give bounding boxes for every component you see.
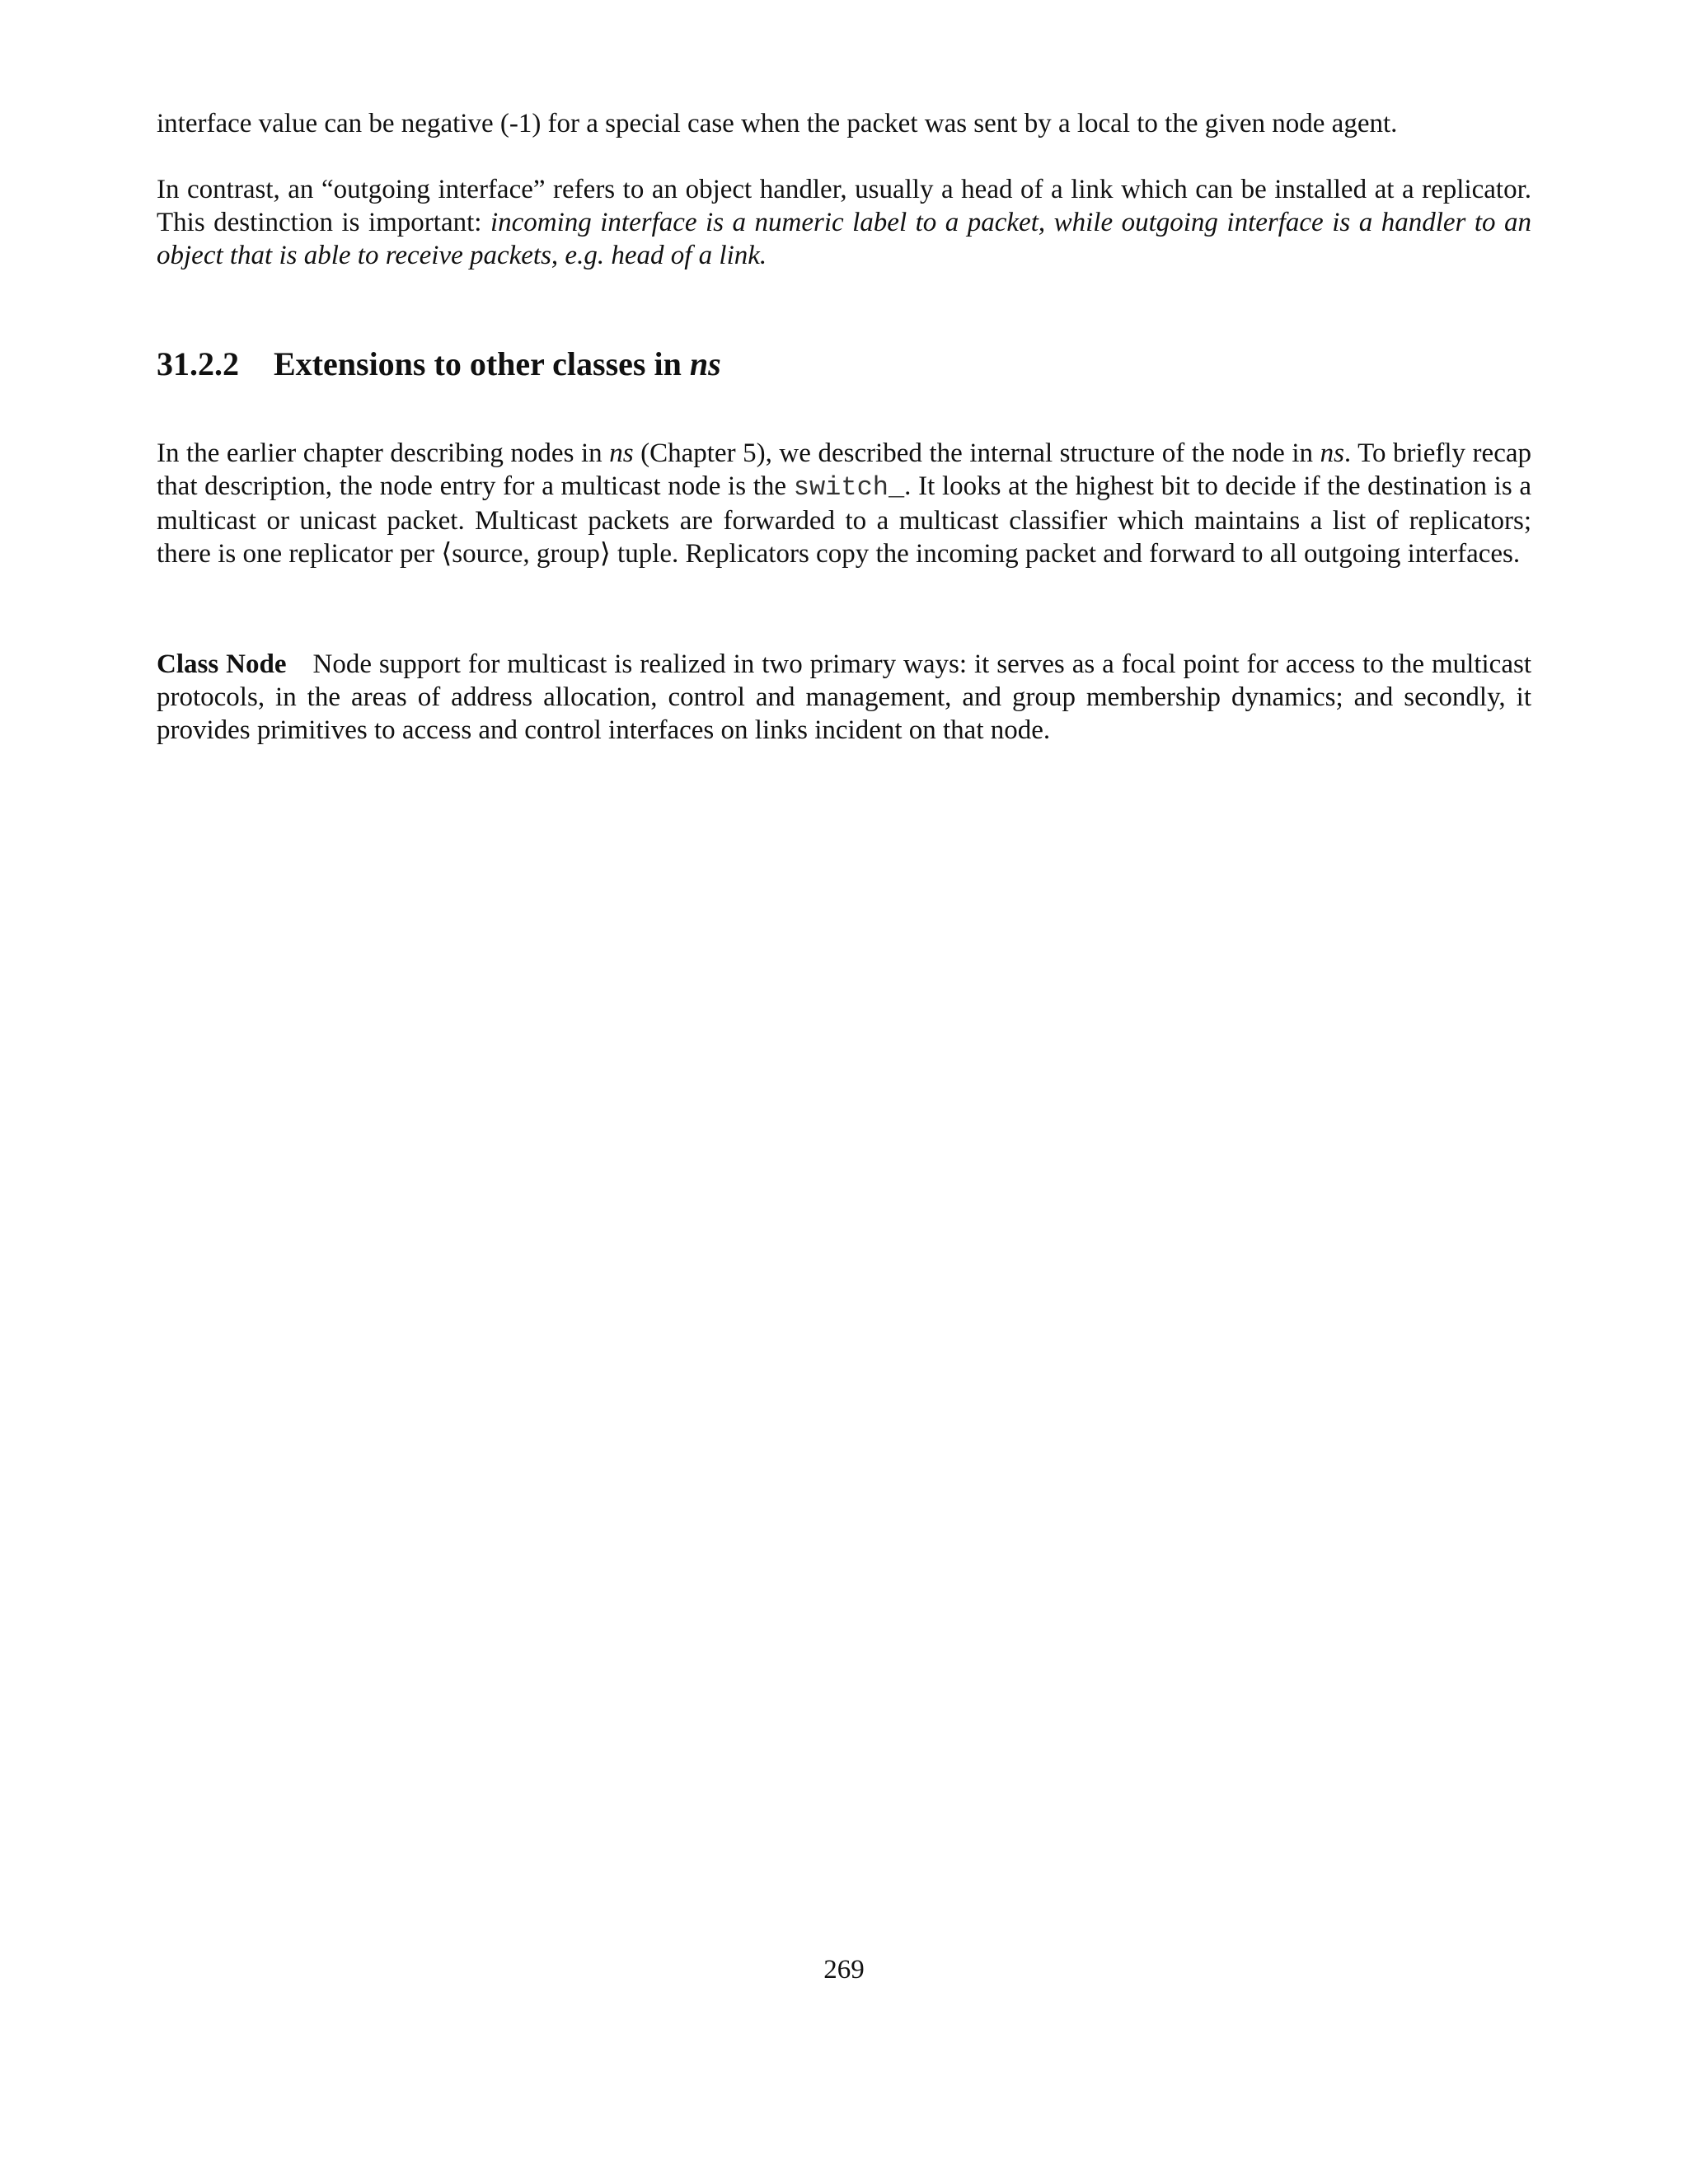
paragraph-text: Node support for multicast is realized in two primary ways: it serves as a focal point for access to the multicast protocols, in the areas of address allocation, control and management, and group membership dynamics; and secondly, it provides primitives to access and control interfaces on links incident on that node.	[157, 649, 1531, 745]
paragraph-outgoing-interface	[157, 173, 1531, 272]
paragraph-text: In contrast, an “outgoing interface” refers to an object handler, usually a head of a link which can be installed at a replicator. This destinction is important:	[157, 175, 1531, 237]
section-title-ns: ns	[689, 345, 721, 382]
code-switch: switch_	[793, 472, 905, 503]
paragraph-interface-value	[157, 107, 1531, 140]
ns-term: ns	[609, 438, 634, 468]
paragraph-node-recap	[157, 437, 1531, 570]
page-number: 269	[823, 1955, 865, 1985]
paragraph-text: interface value can be negative (-1) for a special case when the packet was sent by a local to the given node agent.	[157, 109, 1398, 138]
section-title: Extensions to other classes in	[274, 345, 690, 382]
section-number: 31.2.2	[157, 345, 239, 382]
page-body	[157, 107, 1531, 747]
paragraph-class-node	[157, 648, 1531, 747]
ns-term: ns	[1320, 438, 1344, 468]
section-heading	[157, 344, 1531, 384]
run-in-heading: Class Node	[157, 649, 287, 679]
paragraph-text: . It looks at the highest bit to decide if the destination is a multicast or unicast packet. Multicast packets are forwarded to a multicast classifier which maintains a list of replicators; there is one replicator per ⟨source, group⟩ tuple. Replicators copy the incoming packet and forward to all outgoing interfaces.	[157, 471, 1531, 569]
emphasis-text: incoming interface is a numeric label to a packet, while outgoing interface is a handler to an object that is able to receive packets, e.g. head of a link.	[157, 208, 1531, 270]
paragraph-text: In the earlier chapter describing nodes in	[157, 438, 610, 468]
paragraph-text: (Chapter 5), we described the internal structure of the node in	[633, 438, 1320, 468]
paragraph-text: . To briefly recap that description, the node entry for a multicast node is the	[157, 438, 1531, 501]
